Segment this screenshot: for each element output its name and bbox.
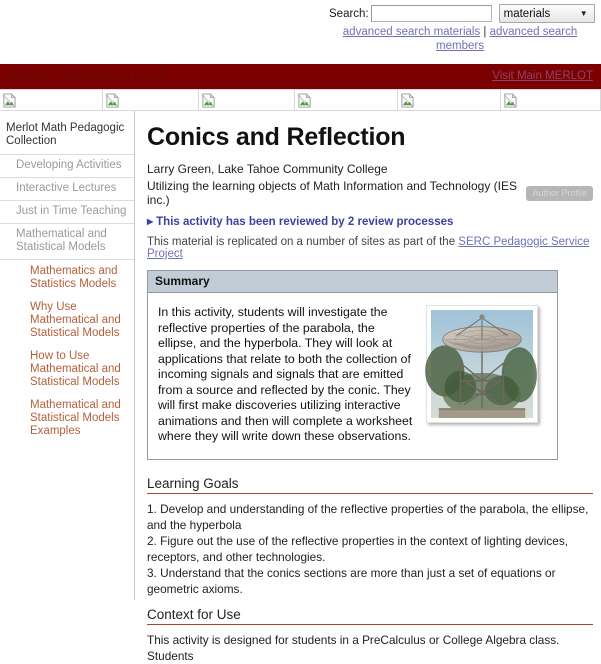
content-sections xyxy=(147,476,593,664)
sidebar-sub-item-1[interactable]: Mathematics and Statistics Models xyxy=(30,265,118,290)
sidebar-item-2[interactable]: Interactive Lectures xyxy=(0,178,134,201)
sidebar-item-1[interactable]: Developing Activities xyxy=(0,155,134,178)
broken-image-icon xyxy=(105,93,120,108)
broken-image-icon xyxy=(400,93,415,108)
sidebar-sub-item-4[interactable]: Mathematical and Statistical Models Examples xyxy=(30,399,121,437)
nav-item-4[interactable] xyxy=(295,89,398,111)
broken-image-icon xyxy=(2,93,17,108)
utilizing-line xyxy=(147,179,593,207)
radio-telescope-dish-photo xyxy=(431,310,533,418)
sidebar-item-4[interactable]: Mathematical and Statistical Models xyxy=(0,224,134,260)
review-notice-text: This activity has been reviewed by 2 review processes xyxy=(156,216,454,228)
nav-item-5[interactable] xyxy=(398,89,501,111)
page-body xyxy=(0,111,601,664)
top-nav-row xyxy=(0,89,601,111)
search-scope-value: materials xyxy=(503,7,551,20)
summary-photo-frame xyxy=(426,305,538,423)
replicated-notice xyxy=(147,236,593,260)
nav-item-6[interactable] xyxy=(501,89,601,111)
nav-item-2[interactable] xyxy=(103,89,199,111)
section-body-1: 1. Develop and understanding of the reflective properties of the parabola, the ellipse, and the hyperbola 2. Figure out the use of the reflective properties in the context of lighting devices, receptors, and other technologies. 3. Understand that the conics sections are more than just a set of equations or geometric axioms. xyxy=(147,501,589,596)
replicated-prefix: This material is replicated on a number of sites as part of the xyxy=(147,236,459,248)
page-title: Conics and Reflection xyxy=(147,123,406,151)
search-scope-select[interactable] xyxy=(499,4,595,23)
broken-image-icon xyxy=(503,93,518,108)
sidebar xyxy=(0,111,135,600)
search-row xyxy=(329,4,595,23)
sidebar-sub-items xyxy=(0,260,134,443)
summary-text: In this activity, students will investigate the reflective properties of the parabola, the ellipse, and the hyperbola. They will look at applications that relate to both the collection of incoming signals and signals that are emitted from a source and reflected by the conic. They will first make discoveries utilizing interactive animations and then will complete a worksheet where they will write down these observations. xyxy=(158,305,413,443)
advanced-search-materials-link[interactable]: advanced search materials xyxy=(342,26,481,38)
link-separator: | xyxy=(483,26,487,38)
broken-image-icon xyxy=(297,93,312,108)
section-title-1: Learning Goals xyxy=(147,476,593,494)
top-search-strip xyxy=(0,0,601,62)
advanced-search-links xyxy=(329,25,591,53)
section-body-2: This activity is designed for students in a PreCalculus or College Algebra class. Students xyxy=(147,632,560,663)
search-label: Search: xyxy=(329,7,369,20)
section-title-2: Context for Use xyxy=(147,607,593,625)
visit-main-merlot-link[interactable]: Visit Main MERLOT xyxy=(492,70,593,82)
author-profile-badge[interactable]: Author Profile xyxy=(526,186,593,201)
nav-item-3[interactable] xyxy=(199,89,295,111)
sidebar-heading: Merlot Math Pedagogic Collection xyxy=(0,119,134,155)
site-banner xyxy=(0,62,601,89)
search-input[interactable] xyxy=(371,5,492,22)
summary-heading: Summary xyxy=(148,271,557,293)
utilizing-text: Utilizing the learning objects of Math Information and Technology (IES inc.) xyxy=(147,179,517,207)
triangle-right-icon: ▶ xyxy=(147,217,154,226)
main-content xyxy=(135,111,601,664)
review-notice[interactable] xyxy=(147,216,593,228)
advanced-search-members-link[interactable]: advanced search members xyxy=(436,26,578,52)
sidebar-sub-item-2[interactable]: Why Use Mathematical and Statistical Models xyxy=(30,301,121,339)
sidebar-item-3[interactable]: Just in Time Teaching xyxy=(0,201,134,224)
nav-item-1[interactable] xyxy=(0,89,103,111)
broken-image-icon xyxy=(201,93,216,108)
banner-title: MERLOT Mathematics Portal xyxy=(6,70,169,82)
summary-box xyxy=(147,270,558,460)
sidebar-items xyxy=(0,155,134,260)
summary-body xyxy=(148,293,557,459)
chevron-down-icon: ▼ xyxy=(579,8,588,18)
author-byline: Larry Green, Lake Tahoe Community College xyxy=(147,162,388,176)
serc-pedagogic-service-project-link[interactable]: SERC Pedagogic Service Project xyxy=(147,236,590,260)
sidebar-sub-item-3[interactable]: How to Use Mathematical and Statistical Models xyxy=(30,350,121,388)
